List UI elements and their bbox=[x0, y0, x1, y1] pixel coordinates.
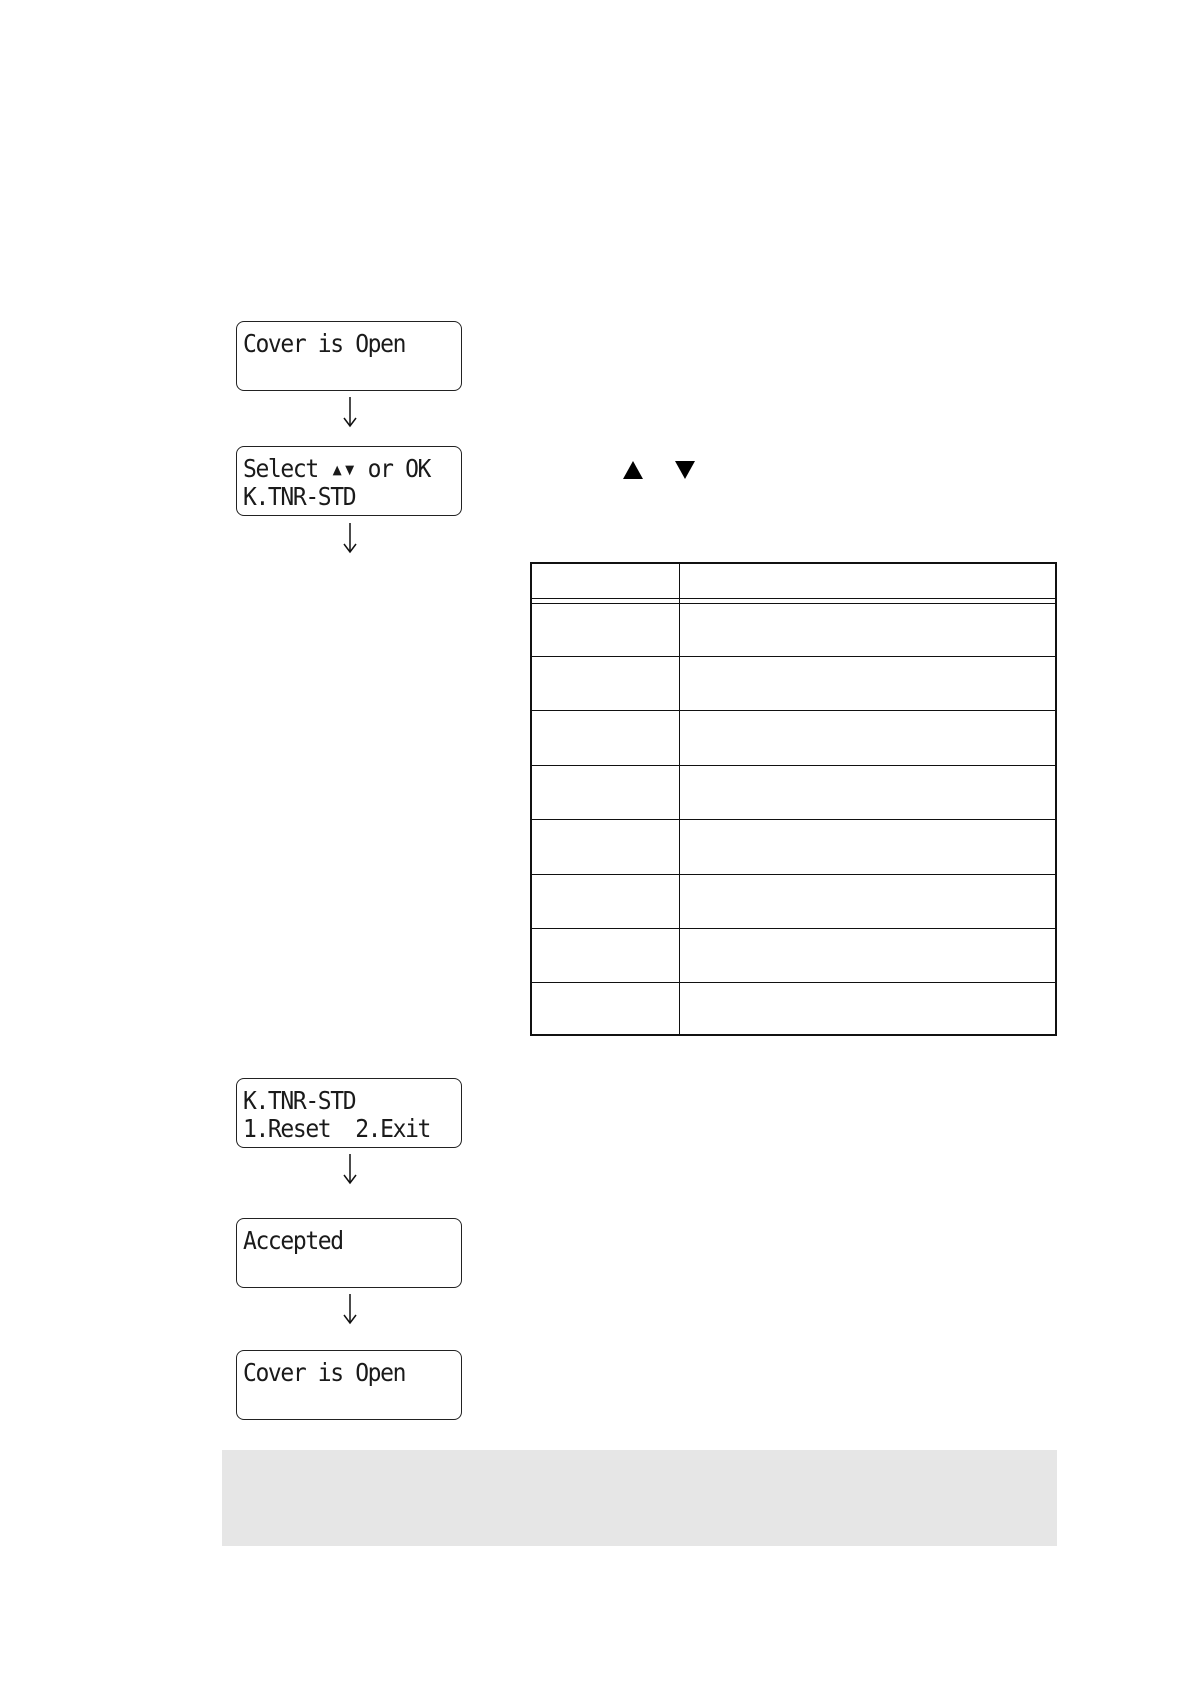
table-row-divider bbox=[532, 656, 1055, 657]
table-row-divider bbox=[532, 819, 1055, 820]
table-row-divider bbox=[532, 765, 1055, 766]
lcd-line-1: Cover is Open bbox=[243, 329, 406, 358]
lcd-reset-exit bbox=[236, 1078, 462, 1148]
settings-table bbox=[530, 562, 1057, 1036]
table-row-divider bbox=[532, 928, 1055, 929]
table-header-rule bbox=[532, 603, 1055, 604]
table-row-divider bbox=[532, 874, 1055, 875]
lcd-accepted bbox=[236, 1218, 462, 1288]
lcd-line-1: Accepted bbox=[243, 1226, 343, 1255]
lcd-line-1: Select ▴▾ or OK bbox=[243, 454, 431, 483]
lcd-select-menu bbox=[236, 446, 462, 516]
down-arrow-icon bbox=[340, 396, 360, 428]
lcd-line-1: K.TNR-STD bbox=[243, 1086, 356, 1115]
lcd-cover-open-1 bbox=[236, 321, 462, 391]
lcd-line-2 bbox=[243, 358, 444, 386]
down-triangle-icon bbox=[674, 460, 696, 480]
lcd-line-2 bbox=[243, 1255, 444, 1283]
table-header-rule bbox=[532, 598, 1055, 599]
lcd-line-1: Cover is Open bbox=[243, 1358, 406, 1387]
table-column-divider bbox=[679, 564, 680, 1034]
note-box bbox=[222, 1450, 1057, 1546]
up-triangle-icon bbox=[622, 460, 644, 480]
down-arrow-icon bbox=[340, 1293, 360, 1325]
down-arrow-icon bbox=[340, 522, 360, 554]
table-row-divider bbox=[532, 982, 1055, 983]
lcd-line-2 bbox=[243, 1387, 444, 1415]
down-arrow-icon bbox=[340, 1153, 360, 1185]
lcd-cover-open-2 bbox=[236, 1350, 462, 1420]
table-row-divider bbox=[532, 710, 1055, 711]
lcd-line-2: 1.Reset 2.Exit bbox=[243, 1114, 431, 1143]
lcd-line-2: K.TNR-STD bbox=[243, 482, 356, 511]
